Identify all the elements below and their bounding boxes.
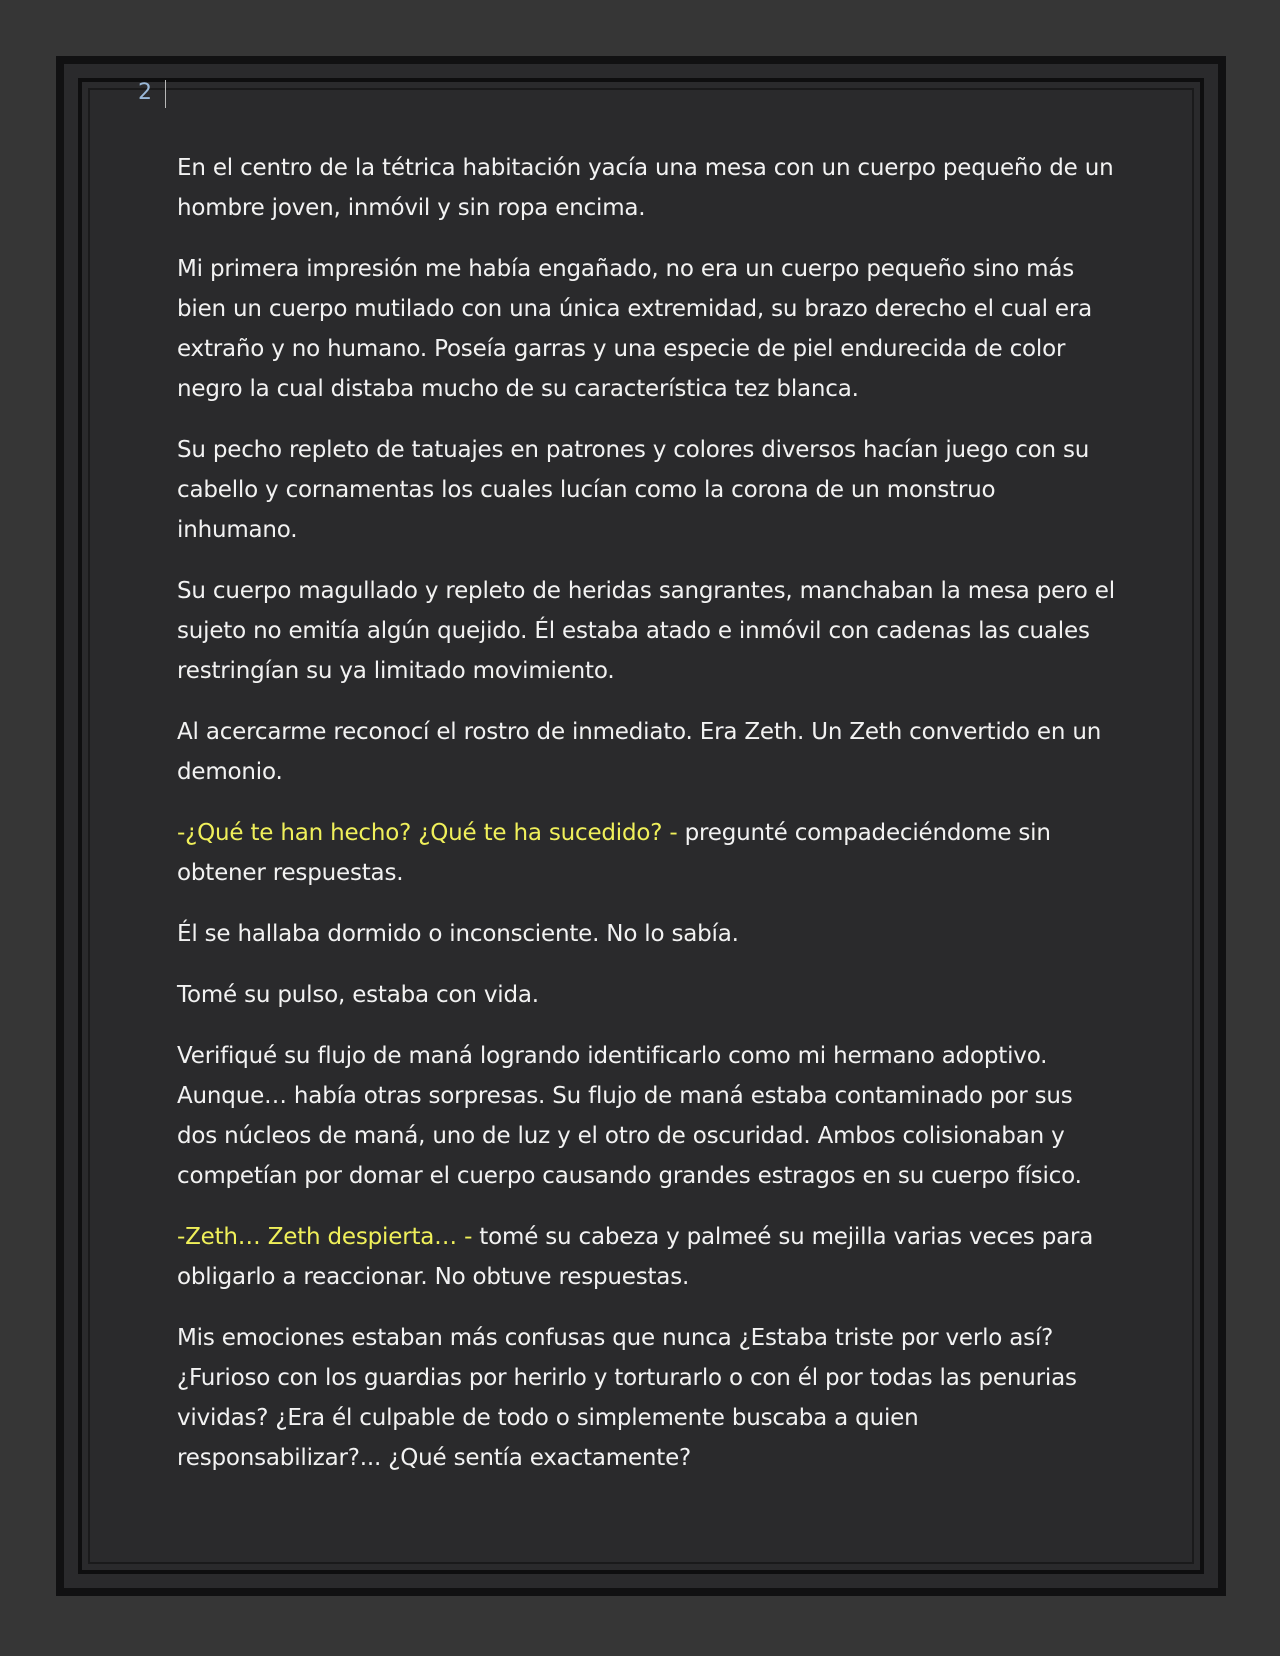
paragraph-text: Su cuerpo magullado y repleto de heridas sangrantes, manchaban la mesa pero el sujeto no emitía algún quejido. Él estaba atado e inmóvil con cadenas las cuales restringían su ya limitado movimiento. (177, 578, 1115, 684)
dialogue-text: -¿Qué te han hecho? ¿Qué te ha sucedido? - (177, 820, 678, 846)
paragraph-6 (177, 813, 1117, 893)
dialogue-text: -Zeth… Zeth despierta… - (177, 1224, 473, 1250)
page-number: 2 (138, 80, 152, 105)
paragraph-8 (177, 975, 1117, 1015)
paragraph-7 (177, 914, 1117, 954)
paragraph-text: En el centro de la tétrica habitación yacía una mesa con un cuerpo pequeño de un hombre joven, inmóvil y sin ropa encima. (177, 155, 1114, 221)
paragraph-text: Mis emociones estaban más confusas que nunca ¿Estaba triste por verlo así? ¿Furioso con los guardias por herirlo y torturarlo o con él por todas las penurias vividas? ¿Era él culpable de todo o simplemente buscaba a quien responsabilizar?... ¿Qué sentía exactamente? (177, 1325, 1077, 1471)
page-number-divider (165, 80, 166, 108)
paragraph-1 (177, 148, 1117, 228)
paragraph-11 (177, 1318, 1117, 1478)
paragraph-4 (177, 571, 1117, 691)
paragraph-text: Al acercarme reconocí el rostro de inmediato. Era Zeth. Un Zeth convertido en un demonio. (177, 719, 1102, 785)
paragraph-text: Tomé su pulso, estaba con vida. (177, 982, 539, 1008)
paragraph-text: Verifiqué su flujo de maná logrando identificarlo como mi hermano adoptivo. Aunque… había otras sorpresas. Su flujo de maná estaba contaminado por sus dos núcleos de maná, uno de luz y el otro de oscuridad. Ambos colisionaban y competían por domar el cuerpo causando grandes estragos en su cuerpo físico. (177, 1043, 1082, 1189)
paragraph-text: Él se hallaba dormido o inconsciente. No lo sabía. (177, 921, 739, 947)
paragraph-2 (177, 249, 1117, 409)
paragraph-10 (177, 1217, 1117, 1297)
story-text (177, 148, 1117, 1499)
paragraph-text: Su pecho repleto de tatuajes en patrones y colores diversos hacían juego con su cabello y cornamentas los cuales lucían como la corona de un monstruo inhumano. (177, 437, 1090, 543)
paragraph-3 (177, 430, 1117, 550)
paragraph-text: tomé su cabeza y palmeé su mejilla varias veces para obligarlo a reaccionar. No obtuve respuestas. (177, 1224, 1094, 1290)
paragraph-5 (177, 712, 1117, 792)
paragraph-text: pregunté compadeciéndome sin obtener respuestas. (177, 820, 1051, 886)
paragraph-text: Mi primera impresión me había engañado, no era un cuerpo pequeño sino más bien un cuerpo mutilado con una única extremidad, su brazo derecho el cual era extraño y no humano. Poseía garras y una especie de piel endurecida de color negro la cual distaba mucho de su característica tez blanca. (177, 256, 1093, 402)
paragraph-9 (177, 1036, 1117, 1196)
